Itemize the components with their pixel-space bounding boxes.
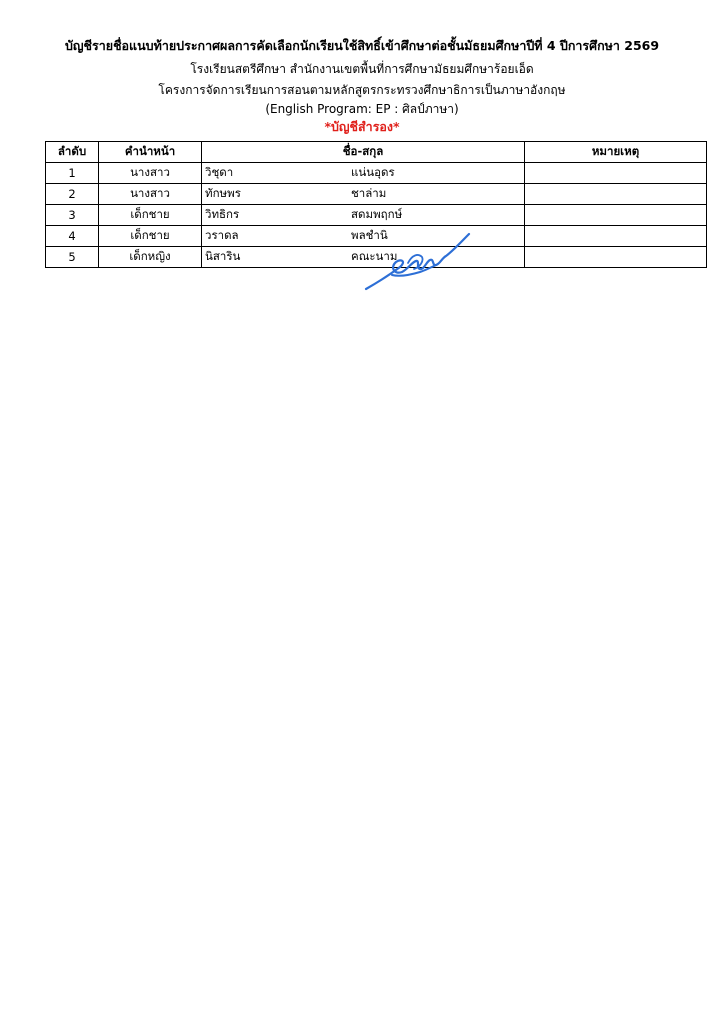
signature-stroke — [366, 234, 469, 289]
row-no: 1 — [46, 163, 99, 184]
row-last-name: พลชำนิ — [351, 228, 388, 242]
row-remark — [525, 247, 707, 268]
row-last-name: ชาล่าม — [351, 186, 387, 200]
row-name — [202, 184, 525, 205]
header-prefix: คำนำหน้า — [99, 142, 202, 163]
row-remark — [525, 226, 707, 247]
row-first-name: วิชุดา — [205, 165, 234, 179]
row-first-name: นิสาริน — [205, 249, 241, 263]
row-prefix: เด็กหญิง — [99, 247, 202, 268]
row-no: 2 — [46, 184, 99, 205]
row-remark — [525, 163, 707, 184]
row-no: 5 — [46, 247, 99, 268]
row-first-name: ทักษพร — [205, 186, 241, 200]
program-subline: (English Program: EP : ศิลป์ภาษา) — [265, 102, 459, 116]
row-prefix: นางสาว — [99, 163, 202, 184]
header-remark: หมายเหตุ — [525, 142, 707, 163]
row-no: 4 — [46, 226, 99, 247]
table-row — [46, 184, 707, 205]
row-name — [202, 163, 525, 184]
row-prefix: นางสาว — [99, 184, 202, 205]
row-no: 3 — [46, 205, 99, 226]
row-first-name: วราดล — [205, 228, 239, 242]
row-prefix: เด็กชาย — [99, 205, 202, 226]
reserve-list-label: *บัญชีสำรอง* — [324, 119, 400, 134]
row-remark — [525, 184, 707, 205]
row-name — [202, 205, 525, 226]
row-last-name: คณะนาม — [351, 249, 398, 263]
row-prefix: เด็กชาย — [99, 226, 202, 247]
row-first-name: วิทธิกร — [205, 207, 240, 221]
header-no: ลำดับ — [46, 142, 99, 163]
signature-stroke — [392, 264, 438, 276]
school-line: โรงเรียนสตรีศึกษา สำนักงานเขตพื้นที่การศึกษามัธยมศึกษาร้อยเอ็ด — [190, 62, 534, 76]
table-header — [46, 142, 707, 163]
signature-mark — [362, 231, 474, 293]
table-row — [46, 205, 707, 226]
header-name: ชื่อ-สกุล — [202, 142, 525, 163]
row-last-name: แน่นอุดร — [351, 165, 395, 179]
row-last-name: สดมพฤกษ์ — [351, 207, 403, 221]
header-row — [46, 142, 707, 163]
document-title: บัญชีรายชื่อแนบท้ายประกาศผลการคัดเลือกนักเรียนใช้สิทธิ์เข้าศึกษาต่อชั้นมัธยมศึกษาปีที่ 4 ปีการศึกษา 2569 — [64, 38, 660, 53]
row-remark — [525, 205, 707, 226]
program-line: โครงการจัดการเรียนการสอนตามหลักสูตรกระทรวงศึกษาธิการเป็นภาษาอังกฤษ — [158, 83, 566, 97]
table-row — [46, 163, 707, 184]
